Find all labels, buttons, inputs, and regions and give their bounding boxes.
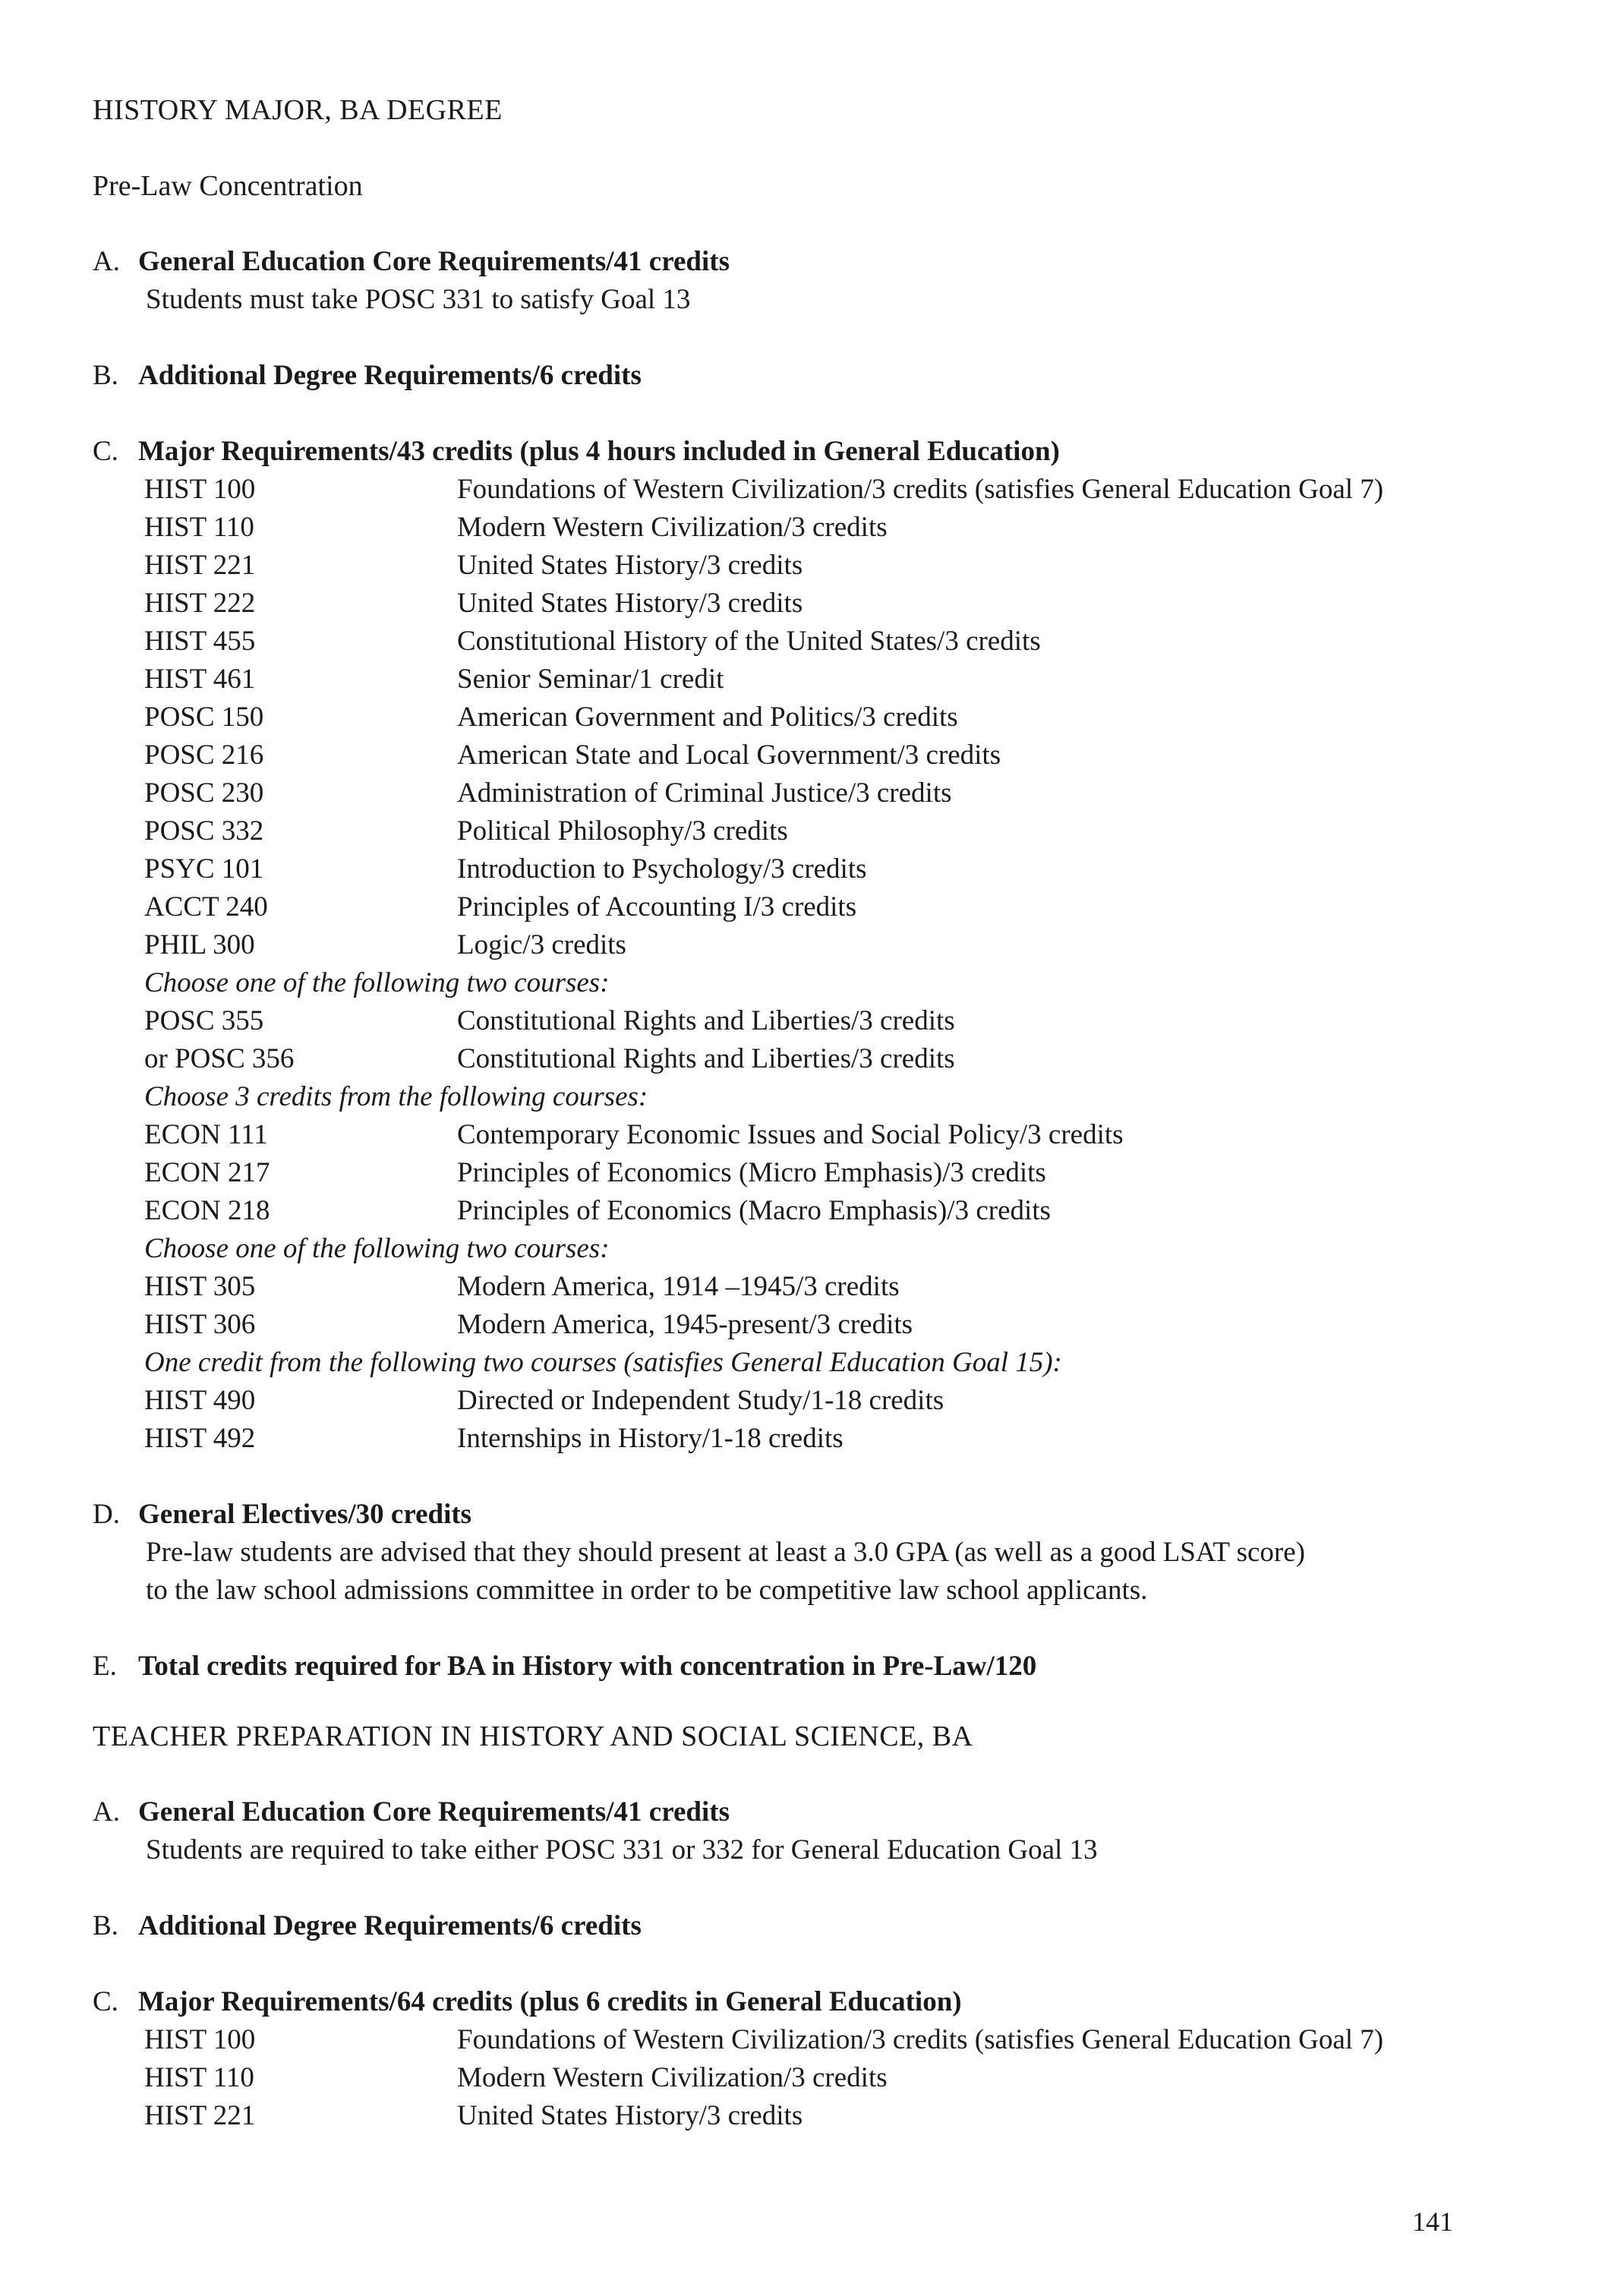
requirement-d-text: General Electives/30 credits — [138, 1499, 472, 1530]
course-title: Principles of Economics (Macro Emphasis)/3 credits — [457, 1195, 1051, 1226]
section-title: HISTORY MAJOR, BA DEGREE — [93, 94, 503, 126]
course-title: Directed or Independent Study/1-18 credits — [457, 1385, 944, 1416]
course-code: POSC 150 — [144, 702, 264, 733]
course-row — [93, 926, 1578, 964]
course-row — [93, 547, 1578, 585]
requirement-a-note: Students are required to take either POSC 331 or 332 for General Education Goal 13 — [146, 1834, 1098, 1866]
course-title: Modern Western Civilization/3 credits — [457, 2062, 888, 2093]
course-row — [93, 774, 1578, 812]
course-code: HIST 455 — [144, 626, 256, 657]
course-title: Contemporary Economic Issues and Social Policy/3 credits — [457, 1119, 1124, 1150]
course-row — [93, 888, 1578, 926]
course-row — [93, 2021, 1578, 2059]
course-row — [93, 1268, 1578, 1306]
choice-instruction: Choose one of the following two courses: — [144, 967, 610, 998]
course-code: ACCT 240 — [144, 891, 268, 922]
course-code: HIST 100 — [144, 2024, 256, 2055]
requirement-c-letter: C. — [93, 1986, 118, 2017]
course-code: HIST 110 — [144, 512, 254, 543]
course-row — [93, 1382, 1578, 1420]
requirement-a-letter: A. — [93, 246, 120, 277]
requirement-c-letter: C. — [93, 436, 118, 467]
course-code: HIST 222 — [144, 588, 256, 619]
course-code: ECON 111 — [144, 1119, 268, 1150]
course-title: Constitutional History of the United States/3 credits — [457, 626, 1041, 657]
concentration-subtitle: Pre-Law Concentration — [93, 170, 363, 202]
course-code: HIST 461 — [144, 664, 256, 695]
course-title: Logic/3 credits — [457, 929, 626, 960]
course-row — [93, 1002, 1578, 1040]
requirement-e-text: Total credits required for BA in History with concentration in Pre-Law/120 — [138, 1651, 1037, 1682]
choice-instruction: One credit from the following two courses (satisfies General Education Goal 15): — [144, 1347, 1062, 1378]
course-code: HIST 221 — [144, 550, 256, 581]
course-row — [93, 2097, 1578, 2135]
course-row — [93, 585, 1578, 623]
requirement-b-text: Additional Degree Requirements/6 credits — [138, 360, 642, 391]
course-code: POSC 230 — [144, 777, 264, 809]
course-row — [93, 699, 1578, 736]
course-title: Constitutional Rights and Liberties/3 credits — [457, 1043, 955, 1074]
section-title: TEACHER PREPARATION IN HISTORY AND SOCIAL SCIENCE, BA — [93, 1720, 973, 1752]
choice-instruction: Choose one of the following two courses: — [144, 1233, 610, 1264]
history-major-section — [93, 91, 1578, 1686]
requirement-d-note: Pre-law students are advised that they should present at least a 3.0 GPA (as well as a good LSAT score) — [146, 1537, 1305, 1568]
requirement-b-heading — [93, 357, 1578, 395]
choice-instruction: Choose 3 credits from the following courses: — [144, 1081, 648, 1112]
page-number: 141 — [1412, 2206, 1453, 2237]
course-title: Principles of Accounting I/3 credits — [457, 891, 857, 922]
requirement-b-heading — [93, 1907, 1578, 1945]
course-row — [93, 1420, 1578, 1458]
requirement-b-text: Additional Degree Requirements/6 credits — [138, 1910, 642, 1941]
course-row — [93, 2059, 1578, 2097]
requirement-c-heading — [93, 1983, 1578, 2021]
course-title: American Government and Politics/3 credits — [457, 702, 958, 733]
requirement-a-text: General Education Core Requirements/41 credits — [138, 246, 730, 277]
course-row — [93, 1154, 1578, 1192]
requirement-e-letter: E. — [93, 1651, 117, 1682]
course-code: ECON 218 — [144, 1195, 270, 1226]
course-title: Senior Seminar/1 credit — [457, 664, 724, 695]
course-title: United States History/3 credits — [457, 588, 803, 619]
course-title: Foundations of Western Civilization/3 credits (satisfies General Education Goal 7) — [457, 474, 1384, 505]
course-row — [93, 812, 1578, 850]
course-title: Modern America, 1945-present/3 credits — [457, 1309, 913, 1340]
course-code: ECON 217 — [144, 1157, 270, 1188]
requirement-a-letter: A. — [93, 1796, 120, 1828]
requirement-c-text: Major Requirements/43 credits (plus 4 hours included in General Education) — [138, 436, 1060, 467]
requirement-a-heading — [93, 1793, 1578, 1831]
course-title: Internships in History/1-18 credits — [457, 1423, 844, 1454]
course-code: POSC 355 — [144, 1005, 264, 1036]
requirement-d-heading — [93, 1496, 1578, 1534]
course-code: HIST 110 — [144, 2062, 254, 2093]
course-title: American State and Local Government/3 credits — [457, 740, 1001, 771]
course-code: POSC 216 — [144, 740, 264, 771]
requirement-a-heading — [93, 243, 1578, 281]
course-title: Introduction to Psychology/3 credits — [457, 853, 867, 885]
course-title: United States History/3 credits — [457, 2100, 803, 2131]
course-code: PHIL 300 — [144, 929, 255, 960]
course-title: Foundations of Western Civilization/3 credits (satisfies General Education Goal 7) — [457, 2024, 1384, 2055]
course-code: HIST 305 — [144, 1271, 256, 1302]
course-code: or POSC 356 — [144, 1043, 295, 1074]
course-title: Principles of Economics (Micro Emphasis)/3 credits — [457, 1157, 1046, 1188]
course-row — [93, 471, 1578, 509]
requirement-d-note: to the law school admissions committee in order to be competitive law school applicants. — [146, 1575, 1148, 1606]
course-code: HIST 221 — [144, 2100, 256, 2131]
course-row — [93, 661, 1578, 699]
course-code: HIST 306 — [144, 1309, 256, 1340]
requirement-c-heading — [93, 433, 1578, 471]
course-row — [93, 509, 1578, 547]
requirement-c-text: Major Requirements/64 credits (plus 6 credits in General Education) — [138, 1986, 962, 2017]
requirement-b-letter: B. — [93, 1910, 118, 1941]
requirement-e-heading — [93, 1648, 1578, 1686]
course-row — [93, 1040, 1578, 1078]
requirement-a-note: Students must take POSC 331 to satisfy Goal 13 — [146, 284, 691, 315]
course-row — [93, 623, 1578, 661]
course-code: HIST 490 — [144, 1385, 256, 1416]
course-row — [93, 736, 1578, 774]
requirement-b-letter: B. — [93, 360, 118, 391]
course-code: PSYC 101 — [144, 853, 264, 885]
course-code: POSC 332 — [144, 815, 264, 847]
course-row — [93, 1306, 1578, 1344]
course-row — [93, 1116, 1578, 1154]
teacher-preparation-section — [93, 1717, 1578, 2135]
course-code: HIST 100 — [144, 474, 256, 505]
course-list-core — [93, 471, 1578, 964]
course-title: United States History/3 credits — [457, 550, 803, 581]
course-title: Political Philosophy/3 credits — [457, 815, 788, 847]
course-row — [93, 1192, 1578, 1230]
course-title: Modern America, 1914 –1945/3 credits — [457, 1271, 900, 1302]
course-title: Constitutional Rights and Liberties/3 credits — [457, 1005, 955, 1036]
course-title: Administration of Criminal Justice/3 credits — [457, 777, 952, 809]
course-code: HIST 492 — [144, 1423, 256, 1454]
requirement-d-letter: D. — [93, 1499, 120, 1530]
course-title: Modern Western Civilization/3 credits — [457, 512, 888, 543]
requirement-a-text: General Education Core Requirements/41 credits — [138, 1796, 730, 1828]
course-row — [93, 850, 1578, 888]
